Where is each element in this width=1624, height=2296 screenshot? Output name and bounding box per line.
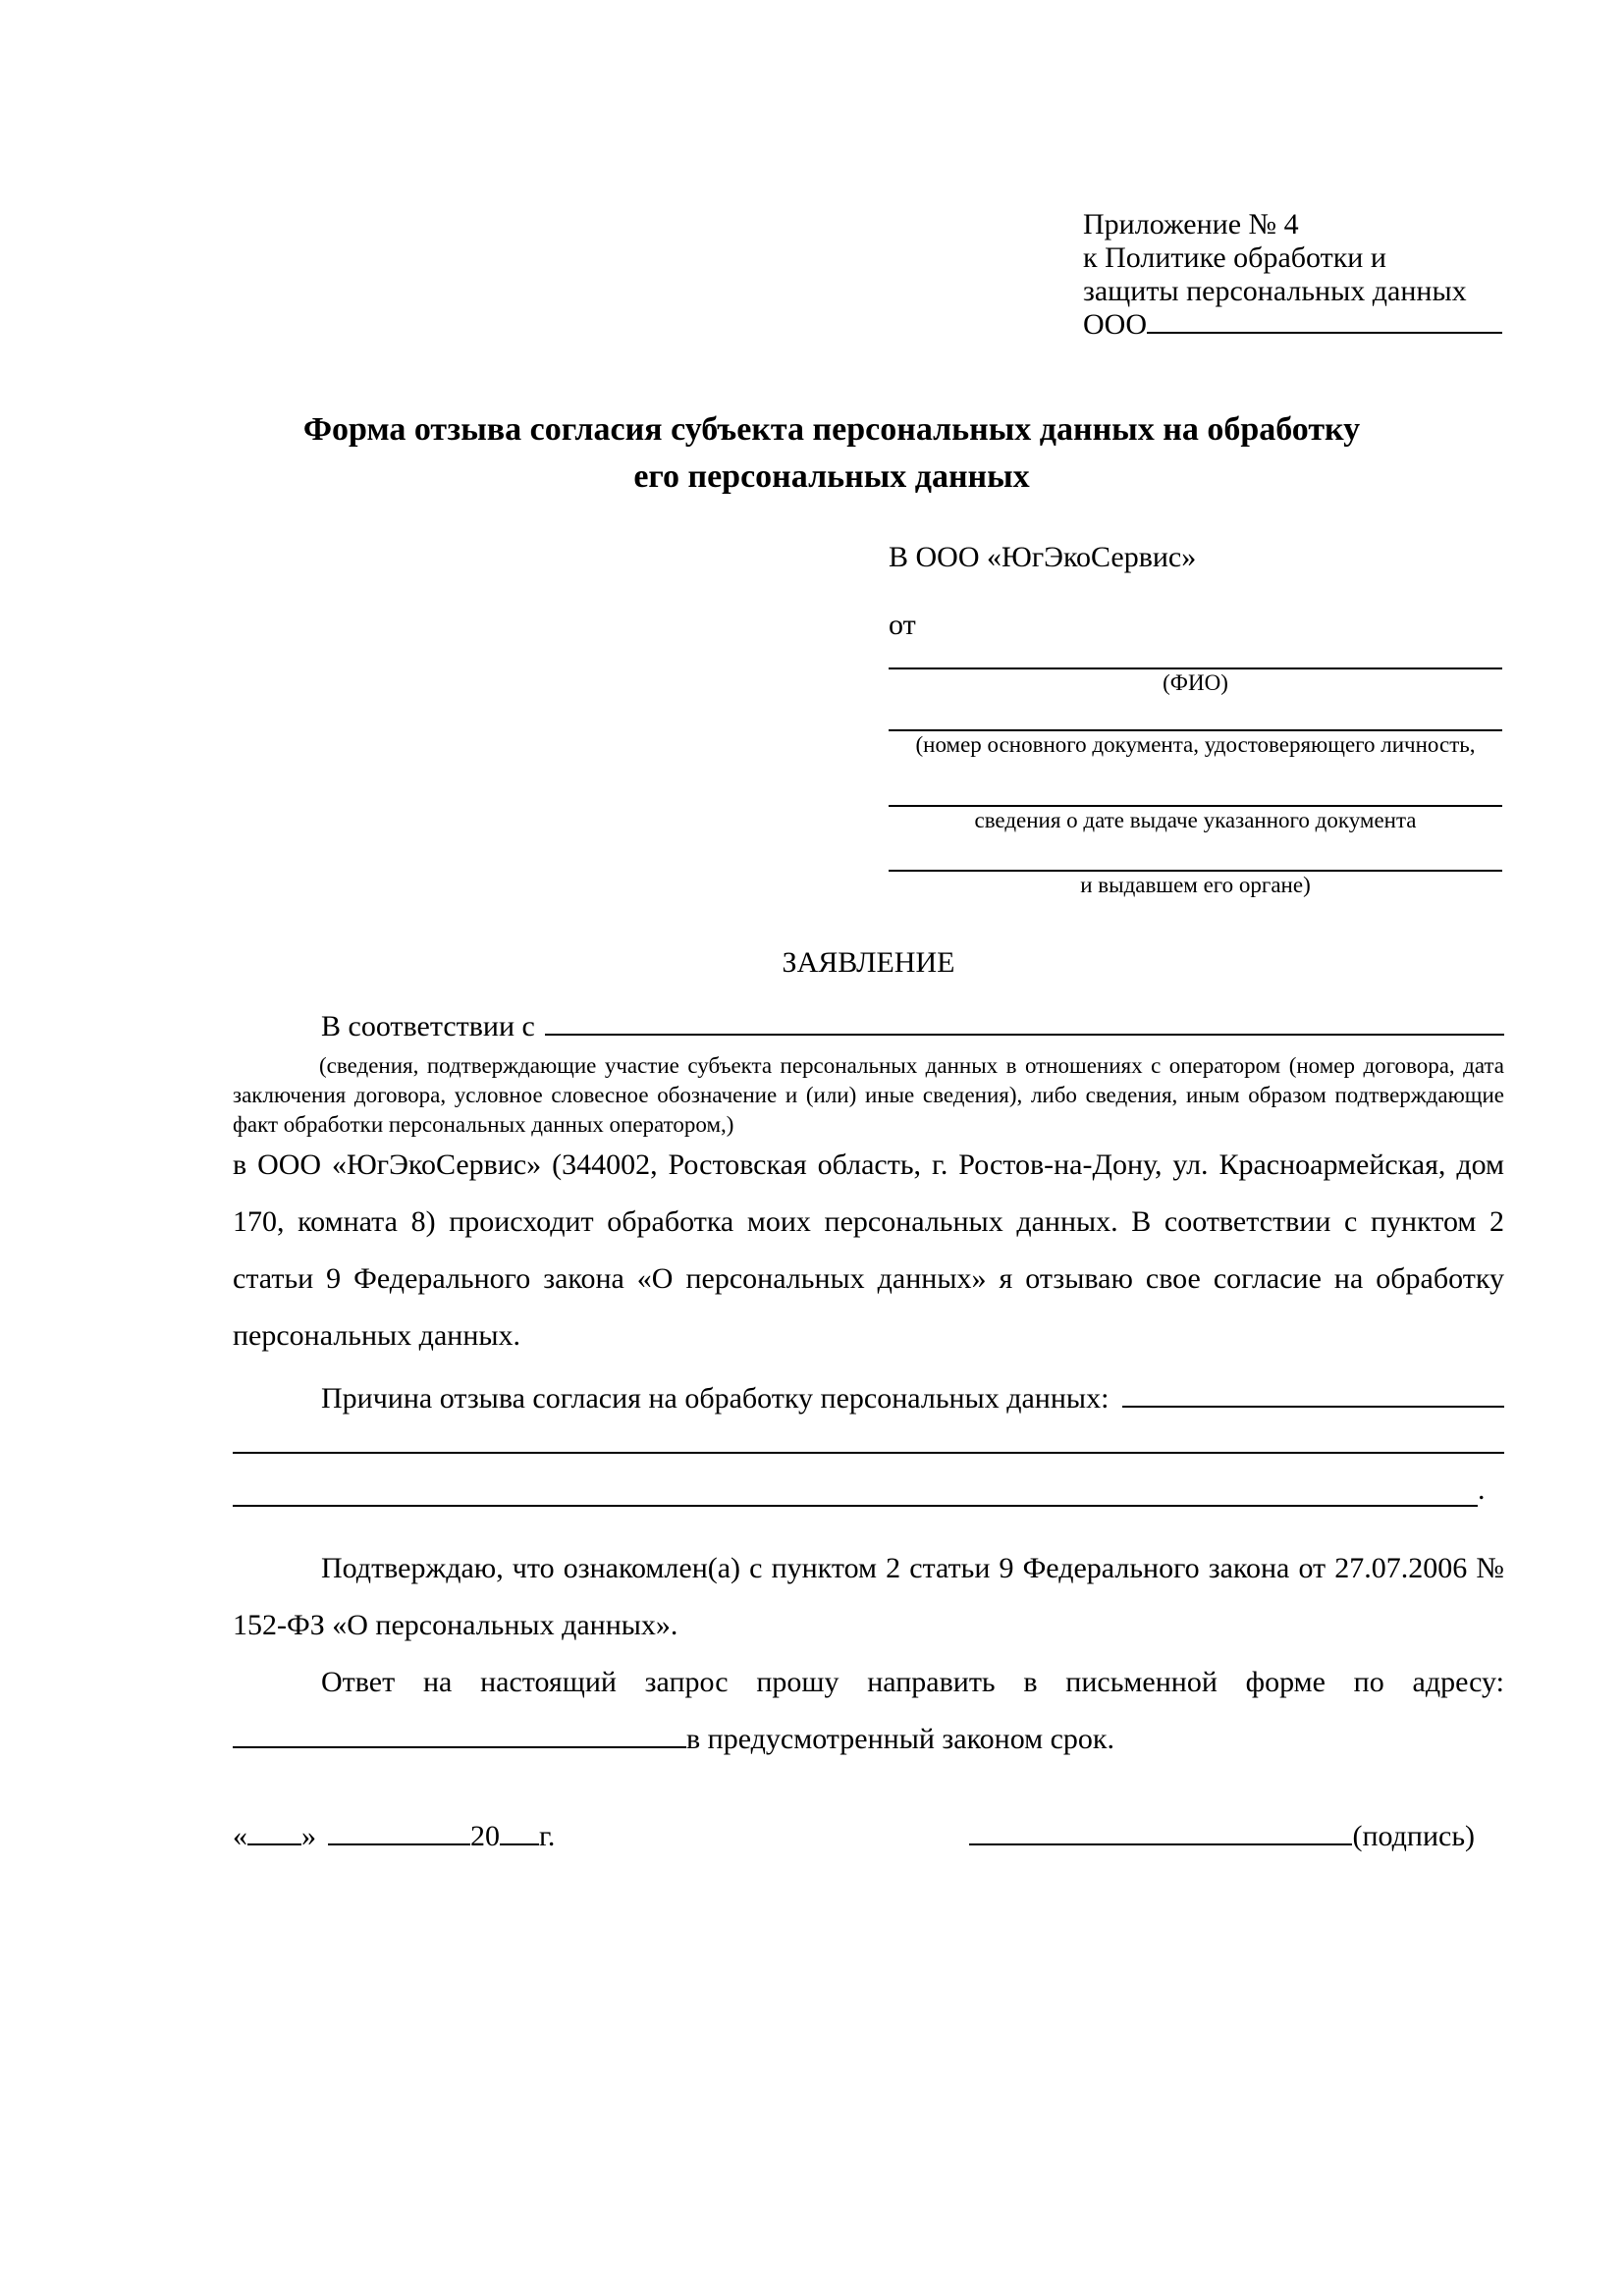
reply-address-row: [233, 1711, 1504, 1768]
date-year-blank-line: [500, 1843, 539, 1845]
fio-caption: (ФИО): [1163, 670, 1228, 695]
signature-group: [969, 1819, 1475, 1853]
reason-row: [233, 1370, 1504, 1427]
document-title-line-1: Форма отзыва согласия субъекта персональных данных на обработку: [302, 411, 1361, 448]
reason-period: .: [1478, 1473, 1486, 1506]
reason-blank-line-2-row: [233, 1454, 1504, 1507]
accordance-note: (сведения, подтверждающие участие субъекта персональных данных в отношениях с оператором (номер договора, дата заключения договора, условное словесное обозначение и (или) иные сведения), либо сведения, иным образом подтверждающие факт обработки персональных данных оператором,): [233, 1053, 1504, 1137]
reason-blank-line-short: [1122, 1406, 1504, 1408]
date-year-suffix: г.: [539, 1820, 556, 1852]
annex-line-1: Приложение № 4: [1083, 208, 1299, 240]
annex-header: [1083, 208, 1502, 342]
accordance-blank-line: [545, 1034, 1504, 1036]
date-day-blank-line: [247, 1843, 301, 1845]
reason-blank-line-1: [233, 1427, 1504, 1454]
annex-line-3: защиты персональных данных: [1083, 275, 1467, 307]
document-number-caption: (номер основного документа, удостоверяющего личность,: [915, 732, 1476, 757]
issue-date-caption: сведения о дате выдаче указанного документа: [974, 808, 1417, 832]
addressee-block: [889, 540, 1502, 899]
signature-caption: (подпись): [1352, 1820, 1475, 1852]
date-group: [233, 1819, 555, 1853]
annex-company-row: [1083, 308, 1502, 342]
accordance-lead: В соответствии с: [321, 1010, 535, 1042]
issue-date-blank-line: [889, 759, 1502, 807]
date-quote-close: »: [301, 1820, 316, 1852]
lower-section: [233, 1370, 1504, 1853]
issuing-authority-blank-line: [889, 834, 1502, 872]
company-label: ООО: [1083, 308, 1147, 341]
addressee-to: В ООО «ЮгЭкоСервис»: [889, 541, 1197, 573]
statement-heading: ЗАЯВЛЕНИЕ: [782, 946, 955, 979]
reply-address-blank-line: [233, 1746, 686, 1748]
date-year-prefix: 20: [470, 1820, 500, 1852]
document-title-line-2: его персональных данных: [633, 458, 1030, 495]
date-signature-row: [233, 1819, 1504, 1853]
fio-blank-line: [889, 642, 1502, 669]
document-number-blank-line: [889, 697, 1502, 731]
annex-line-2: к Политике обработки и: [1083, 241, 1386, 274]
reply-tail: в предусмотренный законом срок.: [686, 1723, 1114, 1755]
body-paragraph: в ООО «ЮгЭкоСервис» (344002, Ростовская область, г. Ростов-на-Дону, ул. Красноармейская, дом 170, комната 8) происходит обработка моих персональных данных. В соответствии с пунктом 2 статьи 9 Федерального закона «О персональных данных» я отзываю свое согласие на обработку персональных данных.: [233, 1148, 1504, 1352]
reason-lead: Причина отзыва согласия на обработку персональных данных:: [321, 1382, 1110, 1415]
accordance-row: [233, 1008, 1504, 1045]
reply-request-line: Ответ на настоящий запрос прошу направить в письменной форме по адресу:: [321, 1666, 1504, 1698]
company-name-blank-line: [1147, 332, 1502, 334]
reason-blank-line-2: [233, 1454, 1478, 1507]
issuing-authority-caption: и выдавшем его органе): [1080, 873, 1311, 897]
date-quote-open: «: [233, 1820, 247, 1852]
date-month-blank-line: [328, 1843, 470, 1845]
signature-blank-line: [969, 1843, 1352, 1845]
confirmation-paragraph: Подтверждаю, что ознакомлен(а) с пунктом 2 статьи 9 Федерального закона от 27.07.2006 № 152-ФЗ «О персональных данных».: [233, 1552, 1504, 1641]
addressee-from-label: от: [889, 609, 916, 641]
document-title: [159, 406, 1504, 501]
